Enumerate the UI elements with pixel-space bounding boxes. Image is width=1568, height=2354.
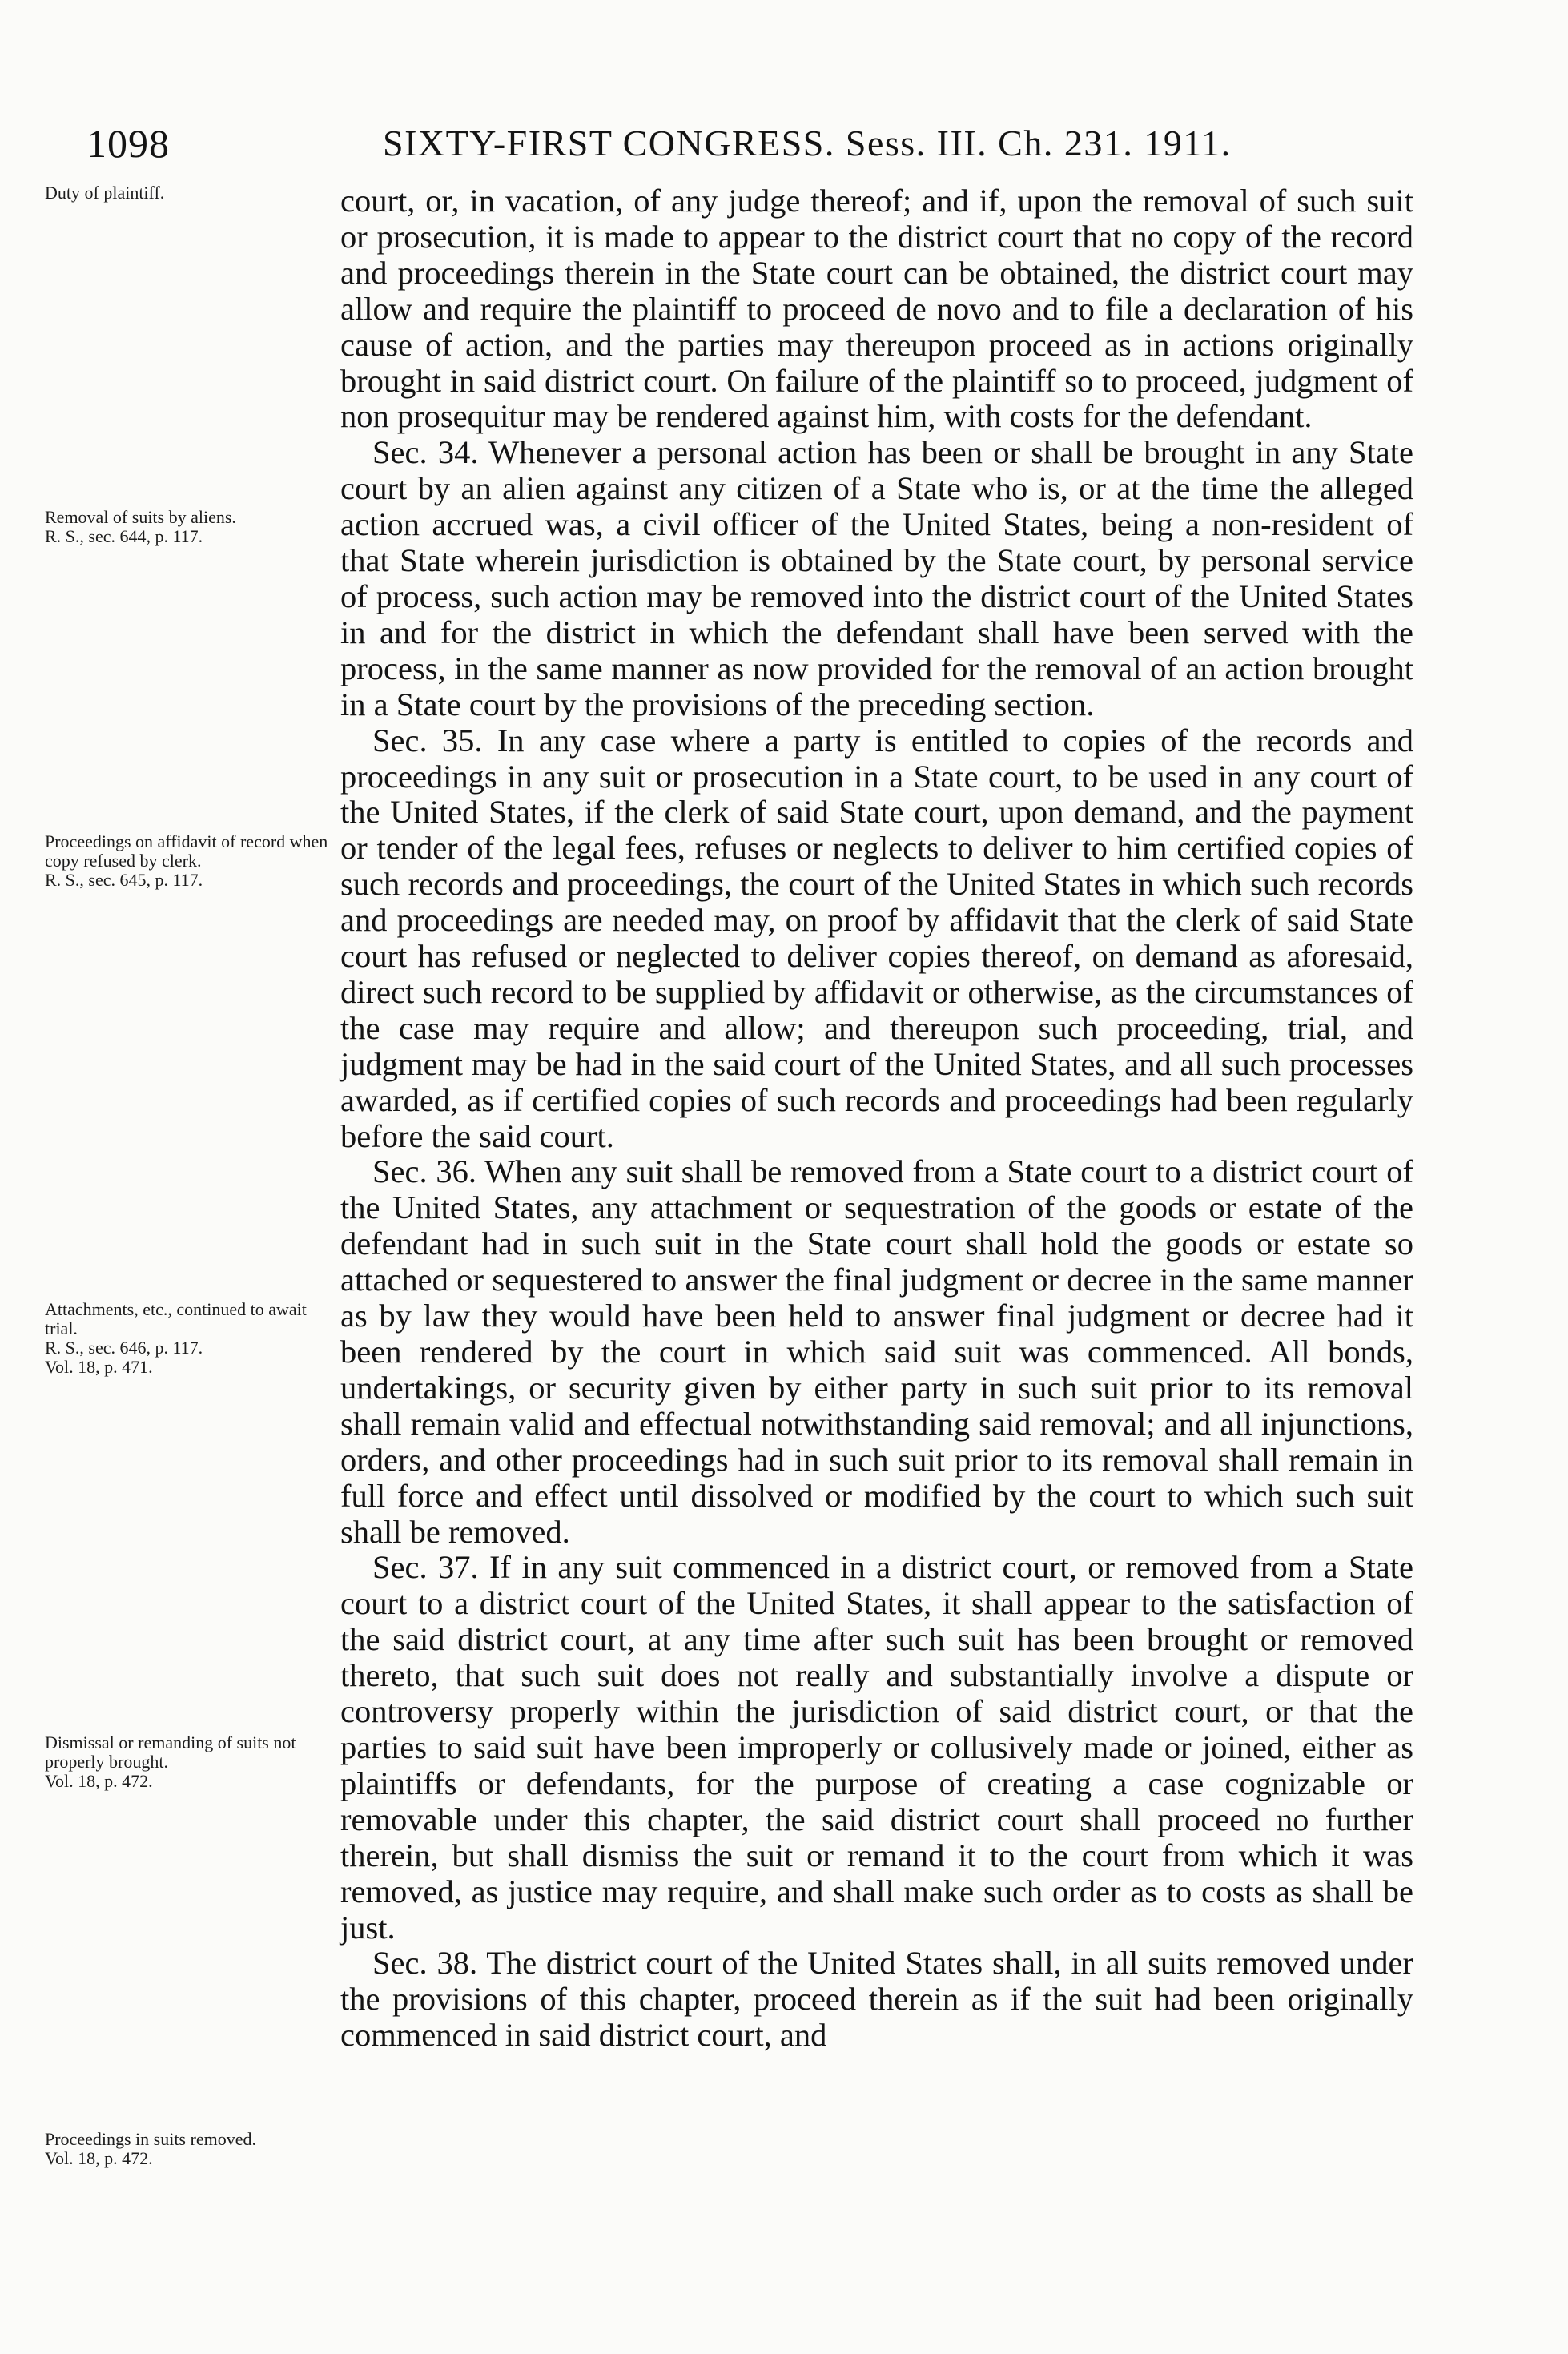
paragraph-sec-34: Sec. 34. Whenever a personal action has been or shall be brought in any State court by an alien against any citizen of a State who is, or at the time the alleged action accrued was, a civil officer of the United States, being a non-resident of that State wherein jurisdiction is obtained by the State court, by personal service of process, such action may be removed into the district court of the United States in and for the district in which the defendant shall have been served with the process, in the same manner as now provided for the removal of an action brought in a State court by the provisions of the preceding section. [340,434,1413,722]
margin-note-removal-by-aliens: Removal of suits by aliens. R. S., sec. 644, p. 117. [45,507,236,546]
paragraph-continuation: court, or, in vacation, of any judge thereof; and if, upon the removal of such suit or prosecution, it is made to appear to the district court that no copy of the record and proceedings therein in the State court can be obtained, the district court may allow and require the plaintiff to proceed de novo and to file a declaration of his cause of action, and the parties may thereupon proceed as in actions originally brought in said district court. On failure of the plaintiff so to proceed, judgment of non prosequitur may be rendered against him, with costs for the defendant. [340,183,1413,435]
paragraph-sec-35: Sec. 35. In any case where a party is entitled to copies of the records and proceedings in any suit or prosecution in a State court, to be used in any court of the United States, if the clerk of said State court, upon demand, and the payment or tender of the legal fees, refuses or neglects to deliver to him certified copies of such records and proceedings, the court of the United States in which such records and proceedings are needed may, on proof by affidavit that the clerk of said State court has refused or neglected to deliver copies thereof, on demand as aforesaid, direct such record to be supplied by affidavit or otherwise, as the circumstances of the case may require and allow; and thereupon such proceeding, trial, and judgment may be had in the said court of the United States, and all such processes awarded, as if certified copies of such records and proceedings had been regularly before the said court. [340,722,1413,1154]
running-head: SIXTY-FIRST CONGRESS. Sess. III. Ch. 231. 1911. [383,123,1232,163]
paragraph-sec-36: Sec. 36. When any suit shall be removed from a State court to a district court of the United States, any attachment or sequestration of the goods or estate of the defendant had in such suit in the State court shall hold the goods or estate so attached or sequestered to answer the final judgment or decree in the same manner as by law they would have been held to answer final judgment or decree had it been rendered by the court in which said suit was commenced. All bonds, undertakings, or security given by either party in such suit prior to its removal shall remain valid and effectual notwithstanding said removal; and all injunctions, orders, and other proceedings had in such suit prior to its removal shall remain in full force and effect until dissolved or modified by the court to which such suit shall be removed. [340,1153,1413,1550]
paragraph-sec-37: Sec. 37. If in any suit commenced in a district court, or removed from a State court to a district court of the United States, it shall appear to the satisfaction of the said district court, at any time after such suit has been brought or removed thereto, that such suit does not really and substantially involve a dispute or controversy properly within the jurisdiction of said district court, or that the parties to said suit have been improperly or collusively made or joined, either as plaintiffs or defendants, for the purpose of creating a case cognizable or removable under this chapter, the said district court shall proceed no further therein, but shall dismiss the suit or remand it to the court from which it was removed, as justice may require, and shall make such order as to costs as shall be just. [340,1549,1413,1946]
margin-note-duty-of-plaintiff: Duty of plaintiff. [45,183,165,203]
page-number: 1098 [86,121,170,166]
margin-note-proceedings-on-affidavit: Proceedings on affidavit of record when copy refused by clerk. R. S., sec. 645, p. 117. [45,831,328,890]
margin-note-dismissal-or-remanding: Dismissal or remanding of suits not properly brought. Vol. 18, p. 472. [45,1732,296,1791]
paragraph-sec-38: Sec. 38. The district court of the United States shall, in all suits removed under the provisions of this chapter, proceed therein as if the suit had been originally commenced in said district court, and [340,1945,1413,2054]
statute-body [340,183,1413,2054]
margin-note-proceedings-in-suits-removed: Proceedings in suits removed. Vol. 18, p. 472. [45,2129,256,2168]
margin-notes [45,0,341,2354]
margin-note-attachments-continued: Attachments, etc., continued to await trial. R. S., sec. 646, p. 117. Vol. 18, p. 471. [45,1299,307,1377]
